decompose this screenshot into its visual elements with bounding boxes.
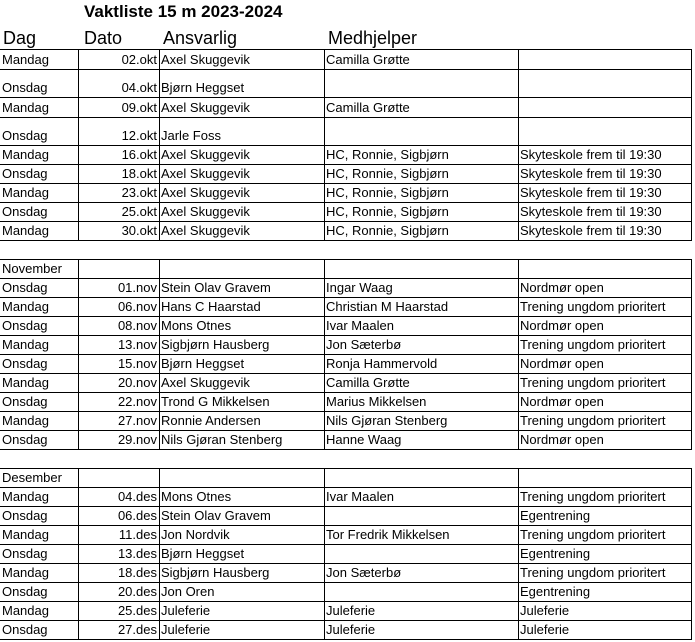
note-cell: Trening ungdom prioritert [518,487,692,506]
section-bottom-border [0,449,692,450]
note-cell: Trening ungdom prioritert [518,297,692,316]
note-cell: Trening ungdom prioritert [518,335,692,354]
column-border [691,468,692,640]
note-cell: Juleferie [518,601,692,620]
column-border [78,468,79,640]
note-cell: Egentrening [518,506,692,525]
empty-cell [159,468,324,487]
responsible-cell: Hans C Haarstad [159,297,324,316]
table-row [0,411,692,430]
date-cell: 01.nov [78,278,159,297]
note-cell: Juleferie [518,620,692,639]
table-row [0,487,692,506]
assistant-cell: Ivar Maalen [324,316,518,335]
responsible-cell: Ronnie Andersen [159,411,324,430]
assistant-cell: HC, Ronnie, Sigbjørn [324,221,518,240]
note-cell: Egentrening [518,582,692,601]
section-bottom-border [0,240,692,241]
responsible-cell: Juleferie [159,601,324,620]
responsible-cell: Axel Skuggevik [159,373,324,392]
table-row [0,202,692,221]
note-cell: Nordmør open [518,354,692,373]
day-cell: Mandag [0,525,78,544]
responsible-cell: Axel Skuggevik [159,49,324,69]
date-cell: 30.okt [78,221,159,240]
date-cell: 29.nov [78,430,159,449]
note-cell: Skyteskole frem til 19:30 [518,164,692,183]
date-cell: 23.okt [78,183,159,202]
date-cell: 06.des [78,506,159,525]
assistant-cell: Camilla Grøtte [324,49,518,69]
column-border [691,49,692,241]
column-border [518,259,519,450]
day-cell: Mandag [0,563,78,582]
responsible-cell: Jarle Foss [159,117,324,145]
empty-cell [324,259,518,278]
table-row [0,620,692,639]
date-cell: 11.des [78,525,159,544]
note-cell: Nordmør open [518,316,692,335]
responsible-cell: Sigbjørn Hausberg [159,335,324,354]
day-cell: Onsdag [0,354,78,373]
section-label: November [0,259,78,278]
column-border [78,49,79,241]
date-cell: 22.nov [78,392,159,411]
responsible-cell: Axel Skuggevik [159,202,324,221]
column-border [518,468,519,640]
table-row [0,221,692,240]
column-border [324,259,325,450]
responsible-cell: Nils Gjøran Stenberg [159,430,324,449]
date-cell: 20.des [78,582,159,601]
note-cell: Egentrening [518,544,692,563]
table-row [0,601,692,620]
assistant-cell: HC, Ronnie, Sigbjørn [324,164,518,183]
responsible-cell: Stein Olav Gravem [159,278,324,297]
day-cell: Mandag [0,411,78,430]
assistant-cell: Hanne Waag [324,430,518,449]
responsible-cell: Mons Otnes [159,316,324,335]
table-row [0,506,692,525]
note-cell: Skyteskole frem til 19:30 [518,183,692,202]
assistant-cell: Camilla Grøtte [324,373,518,392]
table-row [0,430,692,449]
table-row [0,392,692,411]
assistant-cell [324,69,518,97]
note-cell: Skyteskole frem til 19:30 [518,221,692,240]
date-cell: 16.okt [78,145,159,164]
day-cell: Mandag [0,373,78,392]
assistant-cell [324,582,518,601]
note-cell: Nordmør open [518,430,692,449]
column-border [691,259,692,450]
day-cell: Onsdag [0,202,78,221]
day-cell: Onsdag [0,278,78,297]
table-row [0,582,692,601]
assistant-cell: Ronja Hammervold [324,354,518,373]
responsible-cell: Stein Olav Gravem [159,506,324,525]
day-cell: Mandag [0,97,78,117]
column-border [324,468,325,640]
column-border [159,259,160,450]
note-cell: Nordmør open [518,392,692,411]
header-medhjelper: Medhjelper [328,28,418,48]
assistant-cell [324,117,518,145]
table-row [0,354,692,373]
date-cell: 06.nov [78,297,159,316]
table-row [0,278,692,297]
responsible-cell: Axel Skuggevik [159,97,324,117]
table-row [0,97,692,117]
date-cell: 25.des [78,601,159,620]
assistant-cell: Tor Fredrik Mikkelsen [324,525,518,544]
header-dag: Dag [3,28,37,48]
table-row [0,563,692,582]
table-row [0,316,692,335]
note-cell: Skyteskole frem til 19:30 [518,202,692,221]
responsible-cell: Trond G Mikkelsen [159,392,324,411]
table-row [0,183,692,202]
day-cell: Mandag [0,183,78,202]
day-cell: Mandag [0,221,78,240]
note-cell [518,117,692,145]
day-cell: Mandag [0,49,78,69]
responsible-cell: Bjørn Heggset [159,354,324,373]
column-border [518,49,519,241]
table-row [0,164,692,183]
empty-cell [159,259,324,278]
responsible-cell: Sigbjørn Hausberg [159,563,324,582]
date-cell: 08.nov [78,316,159,335]
date-cell: 27.des [78,620,159,639]
date-cell: 02.okt [78,49,159,69]
assistant-cell [324,506,518,525]
page-title: Vaktliste 15 m 2023-2024 [84,2,283,21]
responsible-cell: Jon Nordvik [159,525,324,544]
day-cell: Onsdag [0,620,78,639]
day-cell: Onsdag [0,544,78,563]
assistant-cell: Jon Sæterbø [324,335,518,354]
header-ansvarlig: Ansvarlig [163,28,238,48]
day-cell: Onsdag [0,69,78,97]
responsible-cell: Axel Skuggevik [159,221,324,240]
table-row [0,69,692,97]
date-cell: 27.nov [78,411,159,430]
note-cell: Trening ungdom prioritert [518,373,692,392]
section-header-row [0,468,692,487]
assistant-cell: HC, Ronnie, Sigbjørn [324,183,518,202]
assistant-cell: Marius Mikkelsen [324,392,518,411]
table-row [0,297,692,316]
responsible-cell: Axel Skuggevik [159,183,324,202]
responsible-cell: Mons Otnes [159,487,324,506]
column-border [324,49,325,241]
date-cell: 09.okt [78,97,159,117]
note-cell [518,97,692,117]
day-cell: Mandag [0,145,78,164]
section-bottom-border [0,639,692,640]
column-border [159,49,160,241]
date-cell: 20.nov [78,373,159,392]
day-cell: Onsdag [0,316,78,335]
responsible-cell: Jon Oren [159,582,324,601]
table-row [0,145,692,164]
empty-cell [78,468,159,487]
header-dato: Dato [84,28,123,48]
note-cell: Trening ungdom prioritert [518,525,692,544]
day-cell: Onsdag [0,506,78,525]
column-border [78,259,79,450]
empty-cell [78,259,159,278]
responsible-cell: Axel Skuggevik [159,164,324,183]
day-cell: Onsdag [0,430,78,449]
section-label: Desember [0,468,78,487]
assistant-cell: HC, Ronnie, Sigbjørn [324,202,518,221]
assistant-cell: Juleferie [324,601,518,620]
table-row [0,335,692,354]
date-cell: 15.nov [78,354,159,373]
day-cell: Mandag [0,297,78,316]
empty-cell [324,468,518,487]
assistant-cell: Ivar Maalen [324,487,518,506]
responsible-cell: Bjørn Heggset [159,544,324,563]
assistant-cell: Juleferie [324,620,518,639]
column-border [159,468,160,640]
date-cell: 18.des [78,563,159,582]
assistant-cell: Jon Sæterbø [324,563,518,582]
note-cell [518,69,692,97]
assistant-cell: Nils Gjøran Stenberg [324,411,518,430]
day-cell: Onsdag [0,582,78,601]
date-cell: 13.nov [78,335,159,354]
day-cell: Mandag [0,335,78,354]
day-cell: Onsdag [0,117,78,145]
date-cell: 25.okt [78,202,159,221]
empty-cell [518,259,692,278]
date-cell: 12.okt [78,117,159,145]
table-row [0,544,692,563]
day-cell: Mandag [0,601,78,620]
assistant-cell: Christian M Haarstad [324,297,518,316]
section-header-row [0,259,692,278]
day-cell: Mandag [0,487,78,506]
date-cell: 04.des [78,487,159,506]
table-row [0,373,692,392]
note-cell: Trening ungdom prioritert [518,411,692,430]
note-cell: Nordmør open [518,278,692,297]
day-cell: Onsdag [0,164,78,183]
date-cell: 13.des [78,544,159,563]
assistant-cell: Camilla Grøtte [324,97,518,117]
table-row [0,525,692,544]
table-row [0,117,692,145]
note-cell [518,49,692,69]
day-cell: Onsdag [0,392,78,411]
assistant-cell: HC, Ronnie, Sigbjørn [324,145,518,164]
note-cell: Trening ungdom prioritert [518,563,692,582]
assistant-cell: Ingar Waag [324,278,518,297]
date-cell: 04.okt [78,69,159,97]
responsible-cell: Juleferie [159,620,324,639]
table-row [0,49,692,69]
responsible-cell: Bjørn Heggset [159,69,324,97]
empty-cell [518,468,692,487]
date-cell: 18.okt [78,164,159,183]
responsible-cell: Axel Skuggevik [159,145,324,164]
note-cell: Skyteskole frem til 19:30 [518,145,692,164]
assistant-cell [324,544,518,563]
